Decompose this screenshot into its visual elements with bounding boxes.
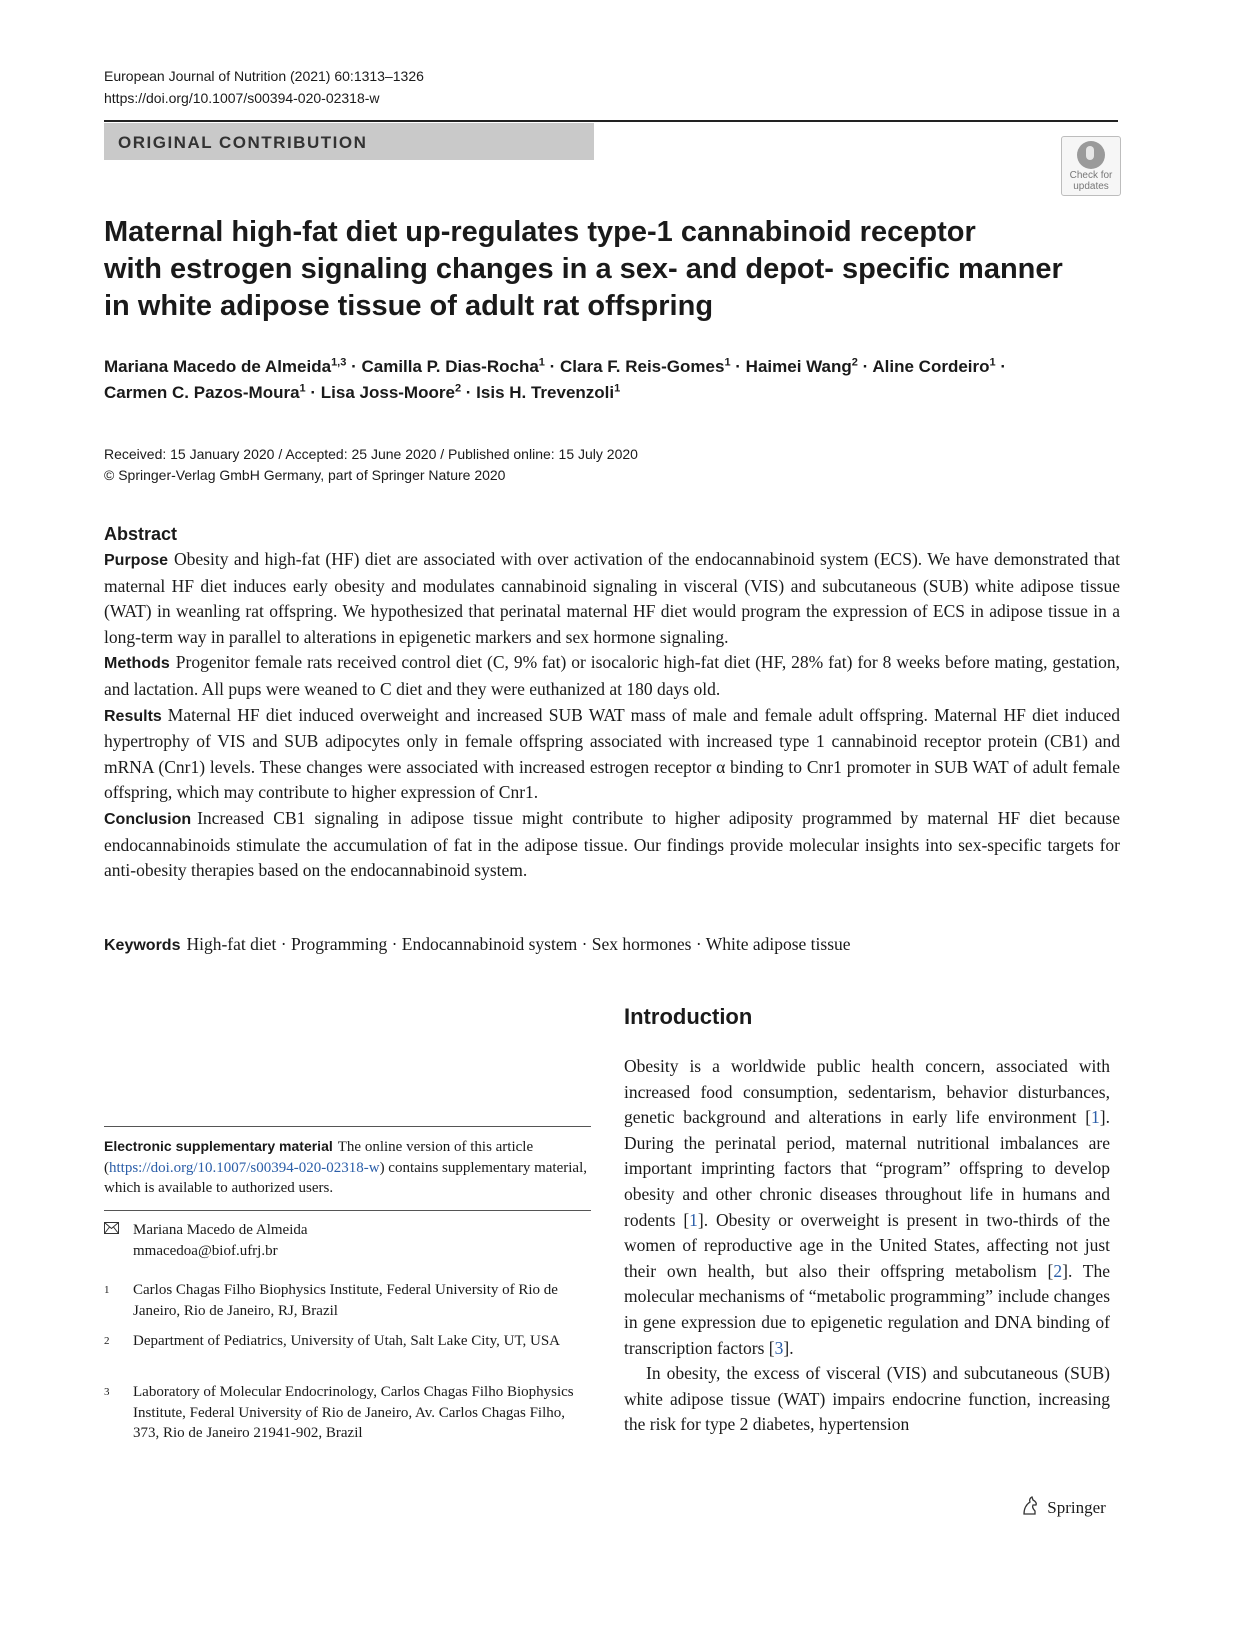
abstract-methods: [104, 650, 1120, 702]
copyright-line: © Springer-Verlag GmbH Germany, part of Springer Nature 2020: [104, 467, 506, 483]
footnote-rule: [104, 1126, 591, 1127]
author-name[interactable]: Aline Cordeiro: [872, 357, 990, 376]
badge-line-2: updates: [1073, 181, 1109, 192]
keywords: [104, 932, 1120, 958]
purpose-text: Obesity and high-fat (HF) diet are associated with over activation of the endocannabinoid system (ECS). We have demonstrated that maternal HF diet induces early obesity and modulates cannabinoid signaling in visceral (VIS) and subcutaneous (SUB) white adipose tissue (WAT) in weanling rat offspring. We hypothesized that perinatal maternal HF diet would program the expression of ECS in adipose tissue in a long-term way in parallel to alterations in epigenetic markers and sex hormone signaling.: [104, 549, 1120, 647]
badge-line-1: Check for: [1069, 170, 1113, 181]
affiliation-text: Laboratory of Molecular Endocrinology, Carlos Chagas Filho Biophysics Institute, Federal University of Rio de Janeiro, Av. Carlos Chagas Filho, 373, Rio de Janeiro 21941-902, Brazil: [133, 1384, 574, 1441]
author-affiliation: 1: [724, 356, 731, 369]
author-name[interactable]: Lisa Joss-Moore: [320, 383, 455, 402]
esm-label: Electronic supplementary material: [104, 1138, 333, 1154]
abstract-heading: Abstract: [104, 524, 178, 544]
author-name[interactable]: Mariana Macedo de Almeida: [104, 357, 332, 376]
author-affiliation: 1: [538, 356, 545, 369]
abstract-purpose: [104, 547, 1120, 650]
esm-link[interactable]: https://doi.org/10.1007/s00394-020-02318-w: [109, 1159, 380, 1176]
envelope-icon: [104, 1220, 119, 1241]
header-rule: [104, 120, 1118, 122]
citation-link[interactable]: 3: [774, 1337, 784, 1358]
author-name[interactable]: Camilla P. Dias-Rocha: [361, 357, 539, 376]
introduction-heading: Introduction: [624, 1004, 753, 1029]
publisher-name: Springer: [1047, 1498, 1106, 1517]
dates-line: Received: 15 January 2020 / Accepted: 25 June 2020 / Published online: 15 July 2020: [104, 446, 638, 462]
author-affiliation: 2: [851, 356, 858, 369]
author-name[interactable]: Clara F. Reis-Gomes: [560, 357, 725, 376]
author-affiliation: 1,3: [331, 356, 347, 369]
author-list: Mariana Macedo de Almeida$^{1,3}$ · Camilla P. Dias-Rocha$^1$ · Clara F. Reis-Gomes$^1$ · Haimei Wang$^2$ · Aline Cordeiro$^1$ · Carmen C. Pazos-Moura$^1$ · Lisa Joss-Moore$^2$ · Isis H. Trevenzoli$^1$: [104, 356, 1007, 402]
footnote-rule: [104, 1210, 591, 1211]
conclusion-label: Conclusion: [104, 810, 192, 828]
abstract-conclusion: [104, 806, 1120, 884]
section-banner: [104, 123, 594, 160]
introduction-body: [624, 1054, 1110, 1438]
corresponding-author-email[interactable]: mmacedoa@biof.ufrj.br: [133, 1242, 278, 1259]
publication-dates: [104, 444, 638, 486]
corresponding-author-name: Mariana Macedo de Almeida: [133, 1222, 308, 1238]
citation-link[interactable]: 1: [689, 1209, 698, 1230]
methods-label: Methods: [104, 655, 170, 673]
article-title: [104, 214, 1124, 325]
results-label: Results: [104, 707, 162, 725]
title-line: in white adipose tissue of adult rat offspring: [104, 290, 714, 322]
conclusion-text: Increased CB1 signaling in adipose tissue might contribute to higher adiposity programmed by maternal HF diet because endocannabinoids stimulate the accumulation of fat in the adipose tissue. Our findings provide molecular insights into sex-specific targets for anti-obesity therapies based on the endocannabinoid system.: [104, 807, 1120, 881]
doi-link[interactable]: https://doi.org/10.1007/s00394-020-02318-w: [104, 90, 380, 106]
methods-text: Progenitor female rats received control diet (C, 9% fat) or isocaloric high-fat diet (HF, 28% fat) for 8 weeks before mating, gestation, and lactation. All pups were weaned to C diet and they were euthanized at 180 days old.: [104, 652, 1120, 699]
author-affiliation: 1: [614, 382, 621, 395]
publisher-logo: [1021, 1496, 1106, 1518]
author-affiliation: 1: [989, 356, 996, 369]
keywords-text: High-fat diet · Programming · Endocannabinoid system · Sex hormones · White adipose tissue: [186, 934, 851, 954]
journal-citation: European Journal of Nutrition (2021) 60:1313–1326: [104, 68, 424, 84]
affiliation-text: Carlos Chagas Filho Biophysics Institute, Federal University of Rio de Janeiro, Rio de Janeiro, RJ, Brazil: [133, 1282, 558, 1319]
affiliation-number: 3: [104, 1386, 110, 1398]
affiliation-2: [104, 1331, 591, 1352]
section-label: ORIGINAL CONTRIBUTION: [118, 133, 368, 152]
keywords-label: Keywords: [104, 937, 181, 954]
citation-link[interactable]: 1: [1091, 1107, 1100, 1128]
abstract: [104, 522, 1120, 884]
author-name[interactable]: Carmen C. Pazos-Moura: [104, 383, 300, 402]
affiliation-number: 2: [104, 1335, 110, 1347]
citation-link[interactable]: 2: [1053, 1260, 1063, 1281]
intro-paragraph: In obesity, the excess of visceral (VIS) and subcutaneous (SUB) white adipose tissue (WAT) impairs endocrine function, increasing the risk for type 2 diabetes, hypertension: [624, 1363, 1110, 1435]
intro-paragraph: Obesity is a worldwide public health concern, associated with increased food consumption, sedentarism, behavior disturbances, genetic background and alterations in early life environment [1]. During the perinatal period, maternal nutritional imbalances are important imprinting factors that “program” offspring to develop obesity and other chronic diseases throughout life in humans and rodents [1]. Obesity or overweight is present in two-thirds of the women of reproductive age in the United States, affecting not just their own health, but also their offspring metabolism [2]. The molecular mechanisms of “metabolic programming” include changes in gene expression due to epigenetic regulation and DNA binding of transcription factors [3].: [624, 1056, 1110, 1358]
check-for-updates-icon: [1077, 141, 1105, 169]
author-affiliation: 2: [454, 382, 462, 395]
author-name[interactable]: Haimei Wang: [745, 357, 852, 376]
supplementary-note: Electronic supplementary material The online version of this article (https://doi.org/10.1007/s00394-020-02318-w) contains supplementary material, which is available to authorized users.: [104, 1138, 587, 1196]
abstract-results: [104, 703, 1120, 806]
author-affiliation: 1: [299, 382, 306, 395]
affiliation-1: [104, 1280, 591, 1321]
springer-horse-icon: [1021, 1498, 1047, 1517]
correspondence: [104, 1220, 591, 1261]
author-name[interactable]: Isis H. Trevenzoli: [476, 383, 615, 402]
affiliation-number: 1: [104, 1284, 110, 1296]
title-line: with estrogen signaling changes in a sex- and depot- specific manner: [104, 253, 1063, 285]
affiliation-3: [104, 1382, 591, 1444]
journal-header: [104, 65, 424, 109]
check-for-updates-badge[interactable]: [1061, 136, 1121, 196]
results-text: Maternal HF diet induced overweight and increased SUB WAT mass of male and female adult offspring. Maternal HF diet induced hypertrophy of VIS and SUB adipocytes only in female offspring associated with increased type 1 cannabinoid receptor protein (CB1) and mRNA (Cnr1) levels. These changes were associated with increased estrogen receptor α binding to Cnr1 promoter in SUB WAT of adult female offspring, which may contribute to higher expression of Cnr1.: [104, 704, 1120, 803]
purpose-label: Purpose: [104, 552, 169, 569]
affiliation-text: Department of Pediatrics, University of Utah, Salt Lake City, UT, USA: [133, 1333, 560, 1349]
title-line: Maternal high-fat diet up-regulates type-1 cannabinoid receptor: [104, 216, 976, 248]
